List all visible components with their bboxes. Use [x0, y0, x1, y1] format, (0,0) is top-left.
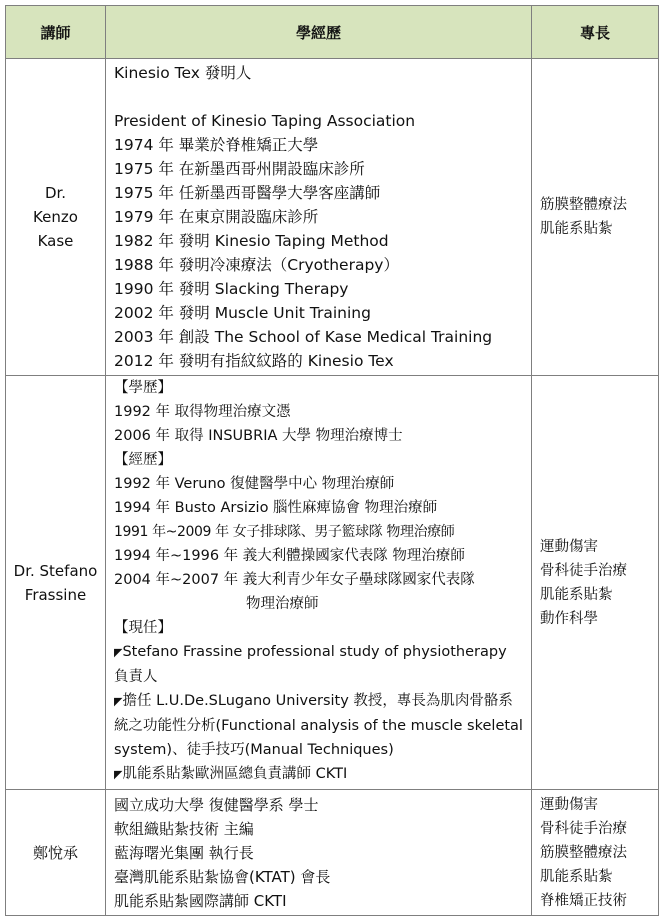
specialty-item: 筋膜整體療法	[540, 844, 627, 861]
bullet-icon: ◤	[114, 768, 123, 781]
background-line: 國立成功大學 復健醫學系 學士	[114, 795, 319, 814]
specialty-cell	[532, 59, 659, 376]
instructor-name: Dr. Stefano Frassine	[6, 376, 106, 790]
background-line: 1990 年 發明 Slacking Therapy	[114, 280, 349, 298]
background-line: 藍海曙光集團 執行長	[114, 843, 254, 862]
bullet-icon: ◤	[114, 646, 123, 659]
specialty-item: 肌能系貼紮	[540, 586, 613, 603]
specialty-item: 筋膜整體療法	[540, 197, 627, 213]
background-line: President of Kinesio Taping Association	[114, 112, 416, 130]
background-line	[114, 762, 523, 787]
header-background: 學經歷	[106, 6, 532, 59]
background-line: 臺灣肌能系貼紮協會(KTAT) 會長	[114, 867, 331, 886]
background-line: 1988 年 發明冷凍療法（Cryotherapy）	[114, 256, 399, 274]
background-line: 1974 年 畢業於脊椎矯正大學	[114, 136, 319, 154]
background-line: Kinesio Tex 發明人	[114, 64, 252, 82]
background-cell	[106, 376, 532, 790]
background-line: 【經歷】	[114, 452, 172, 468]
background-line	[114, 640, 523, 689]
specialty-item: 肌能系貼紮	[540, 221, 613, 237]
background-line: 1979 年 在東京開設臨床診所	[114, 208, 319, 226]
specialty-item: 肌能系貼紮	[540, 868, 613, 885]
header-row	[6, 6, 659, 59]
background-line: 1994 年 Busto Arsizio 腦性麻痺協會 物理治療師	[114, 500, 438, 516]
table-row	[6, 790, 659, 916]
specialty-cell	[532, 790, 659, 916]
background-line: 1992 年 取得物理治療文憑	[114, 404, 291, 420]
background-line-text: Stefano Frassine professional study of physiotherapy 負責人	[114, 644, 507, 685]
background-line: 【現任】	[114, 620, 172, 636]
background-cell	[106, 59, 532, 376]
specialty-cell	[532, 376, 659, 790]
background-line: 1982 年 發明 Kinesio Taping Method	[114, 232, 389, 250]
background-line: 1992 年 Veruno 復健醫學中心 物理治療師	[114, 476, 395, 492]
background-line: 【學歷】	[114, 380, 172, 396]
instructor-table-container	[5, 5, 658, 913]
background-cell	[106, 790, 532, 916]
background-line: 2012 年 發明有指紋紋路的 Kinesio Tex	[114, 352, 394, 370]
background-line: 1975 年 在新墨西哥州開設臨床診所	[114, 160, 365, 178]
background-line: 2002 年 發明 Muscle Unit Training	[114, 304, 371, 322]
specialty-item: 骨科徒手治療	[540, 562, 627, 579]
background-line: 2006 年 取得 INSUBRIA 大學 物理治療博士	[114, 428, 403, 444]
background-line: 1975 年 任新墨西哥醫學大學客座講師	[114, 184, 381, 202]
specialty-item: 動作科學	[540, 610, 598, 627]
instructor-name: Dr. Kenzo Kase	[6, 59, 106, 376]
header-specialty: 專長	[532, 6, 659, 59]
background-line: 肌能系貼紮國際講師 CKTI	[114, 891, 287, 910]
background-line: 2004 年~2007 年 義大利青少年女子壘球隊國家代表隊	[114, 572, 475, 588]
background-line: 物理治療師	[246, 596, 319, 612]
specialty-item: 脊椎矯正技術	[540, 892, 627, 909]
background-line: 1991 年~2009 年 女子排球隊、男子籃球隊 物理治療師	[114, 524, 455, 540]
background-line-text: 擔任 L.U.De.SLugano University 教授，專長為肌肉骨骼系統之功能性分析(Functional analysis of the muscle skeletal system)、徒手技巧(Manual Techniques)	[114, 693, 523, 758]
background-line: 1994 年~1996 年 義大利體操國家代表隊 物理治療師	[114, 548, 465, 564]
specialty-item: 骨科徒手治療	[540, 820, 627, 837]
specialty-item: 運動傷害	[540, 538, 598, 555]
bullet-icon: ◤	[114, 695, 123, 708]
instructor-name: 鄭悅承	[6, 790, 106, 916]
background-line	[114, 85, 523, 109]
table-row	[6, 376, 659, 790]
background-line: 2003 年 創設 The School of Kase Medical Training	[114, 328, 493, 346]
instructor-table	[5, 5, 659, 916]
background-line	[114, 689, 523, 762]
background-line-text: 肌能系貼紮歐洲區總負責講師 CKTI	[122, 766, 348, 782]
table-row	[6, 59, 659, 376]
header-instructor: 講師	[6, 6, 106, 59]
background-line: 軟組織貼紮技術 主編	[114, 819, 254, 838]
specialty-item: 運動傷害	[540, 796, 598, 813]
